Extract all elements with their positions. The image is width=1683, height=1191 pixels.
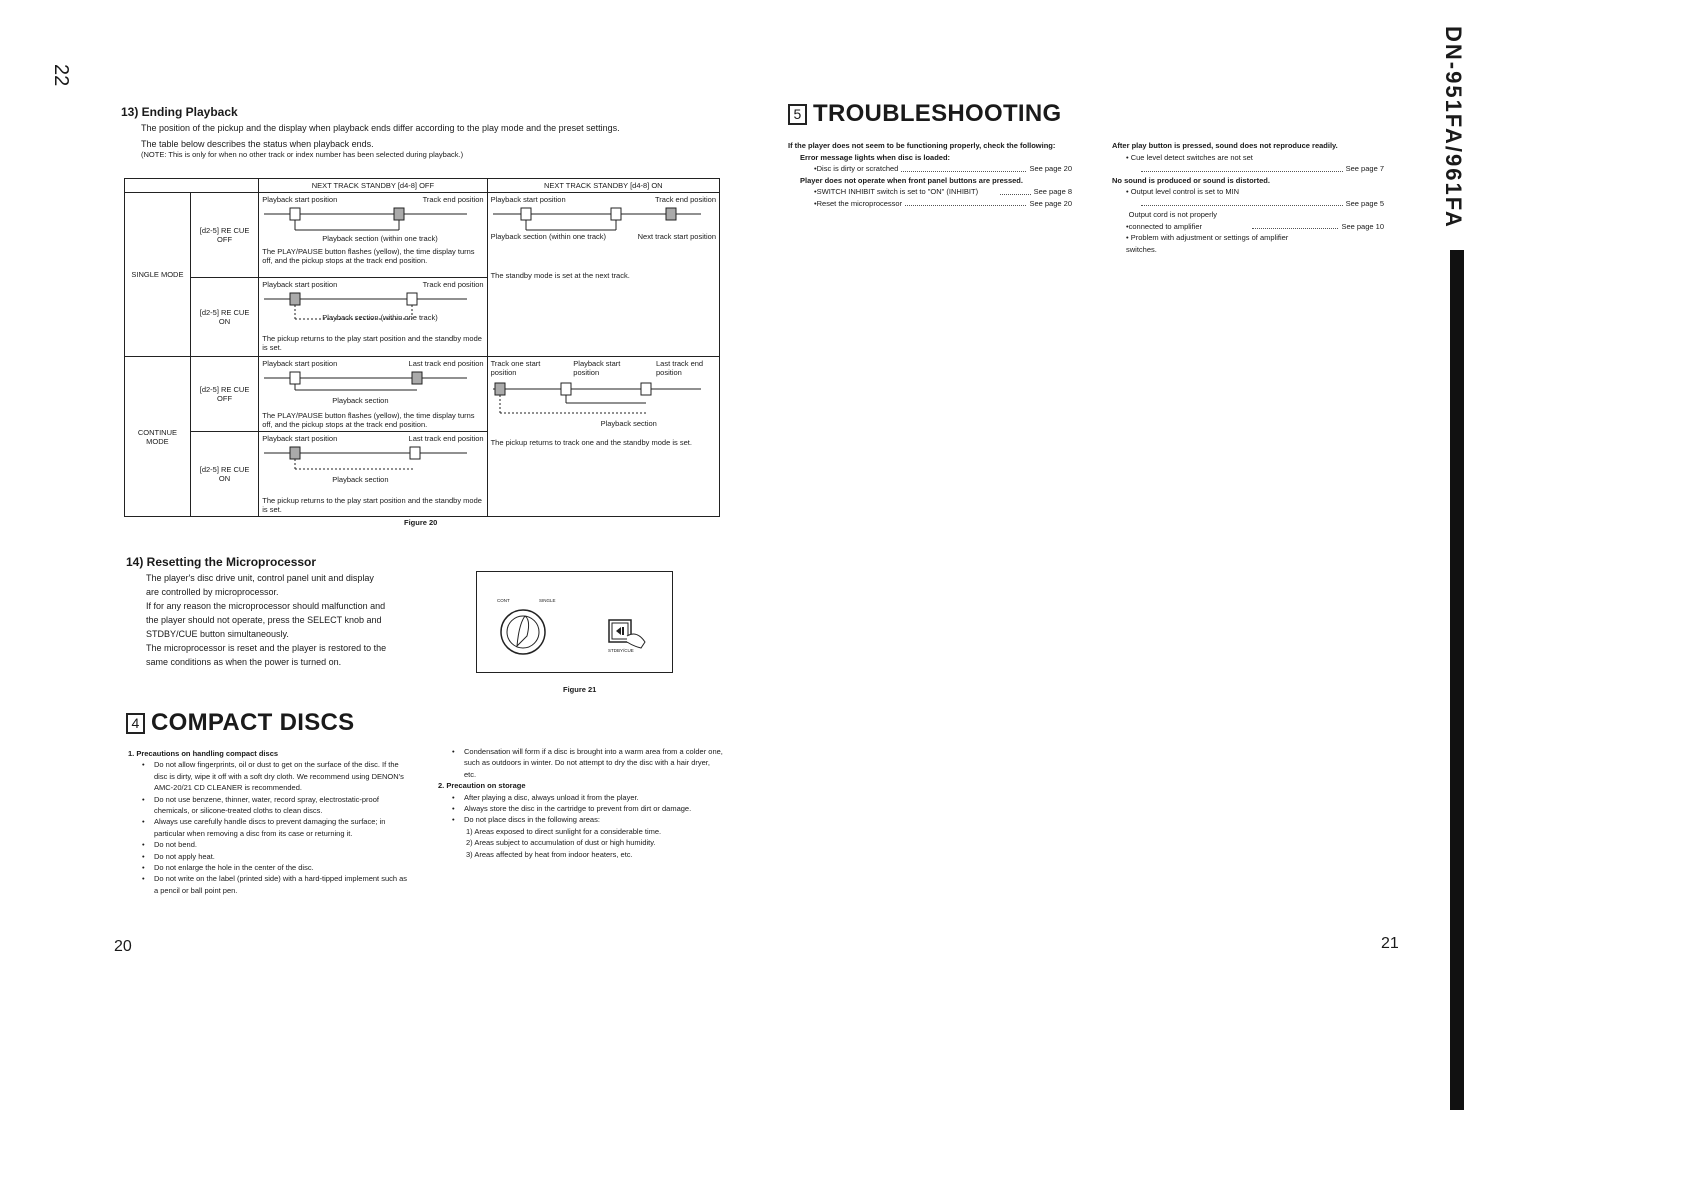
- ts-e3-item: • Cue level detect switches are not set: [1126, 152, 1253, 162]
- cd-storage-list: [452, 792, 723, 826]
- ending-playback-note: (NOTE: This is only for when no other track or index number has been selected during playback.): [141, 150, 464, 159]
- single-standby-on-cell: [487, 193, 719, 357]
- troubleshooting-title: TROUBLESHOOTING: [813, 100, 1062, 127]
- cd-condensation: • Condensation will form if a disc is brought into a warm area from a colder one, such as outdoors in winter. Do not attempt to dry the disc with a hair dryer, etc.: [452, 746, 723, 780]
- diagram-continue-off-off: [262, 368, 472, 394]
- ts-e2-item1: SWITCH INHIBIT switch is set to "ON" (INHIBIT): [816, 187, 979, 196]
- single-recue-off-cell: [259, 193, 487, 278]
- single-on-text: The standby mode is set at the next track.: [490, 271, 630, 280]
- list-item: 2) Areas subject to accumulation of dust or high humidity.: [466, 838, 656, 848]
- reset-line-4: the player should not operate, press the SELECT knob and: [146, 615, 382, 625]
- reset-line-3: If for any reason the microprocessor should malfunction and: [146, 601, 386, 611]
- ts-e1-row: • Disc is dirty or scratched See page 20: [814, 164, 1072, 173]
- list-item: • Do not apply heat.: [142, 851, 413, 862]
- diagram-continue-on: [491, 377, 706, 417]
- reset-body: [146, 571, 456, 669]
- troubleshooting-heading: [788, 100, 1062, 128]
- ts-e4-item3: • Problem with adjustment or settings of amplifier switches.: [1126, 233, 1289, 254]
- cd-areas-list: [466, 826, 723, 860]
- edge-bar: [1450, 250, 1464, 1110]
- troubleshooting-col1: [788, 140, 1072, 209]
- ts-player-not-operate: Player does not operate when front panel buttons are pressed.: [800, 175, 1023, 185]
- list-item: • Always use carefully handle discs to prevent damaging the surface; in particular when removing a disc from its case or returning it.: [142, 816, 413, 839]
- ts-e4-ref1: See page 5: [1345, 198, 1384, 208]
- single-mode-label: SINGLE MODE: [125, 193, 191, 357]
- list-item: • Do not write on the label (printed side) with a hard-tipped implement such as a pencil or ball point pen.: [142, 873, 413, 896]
- list-item: • Always store the disc in the cartridge to prevent from dirt or damage.: [452, 803, 723, 814]
- ts-e3-row: [1138, 163, 1384, 175]
- cd-precautions-title: 1. Precautions on handling compact discs: [128, 749, 279, 758]
- compact-discs-col1: [128, 748, 413, 896]
- cd-precautions-list: [142, 759, 413, 896]
- ts-intro: If the player does not seem to be functioning properly, check the following:: [788, 141, 1056, 150]
- continue-off-off-text: The PLAY/PAUSE button flashes (yellow), the time display turns off, and the pickup stops at the track end position.: [262, 411, 475, 429]
- ts-e4-item1: • Output level control is set to MIN: [1126, 187, 1240, 196]
- continue-on-text: The pickup returns to track one and the standby mode is set.: [490, 438, 692, 447]
- troubleshooting-col2: [1112, 140, 1384, 255]
- label-pb-start-6: Playback start position: [262, 434, 338, 443]
- label-pb-section-2: Playback section (within one track): [490, 232, 607, 241]
- label-pb-section-6: Playback section: [332, 475, 389, 484]
- label-track-end: Track end position: [422, 195, 484, 204]
- model-title-vertical: DN-951FA/961FA: [1441, 26, 1466, 229]
- continue-recue-on-cell: [259, 432, 487, 517]
- ts-e1-ref: See page 20: [1029, 164, 1072, 173]
- continue-recue-off-cell: [259, 357, 487, 432]
- list-item: 3) Areas affected by heat from indoor heaters, etc.: [466, 849, 633, 859]
- right-page-number: 21: [1381, 935, 1399, 952]
- list-item: • After playing a disc, always unload it from the player.: [452, 792, 723, 803]
- stdby-cue-label: STDBY/CUE: [608, 648, 634, 653]
- ts-no-reproduce: After play button is pressed, sound does not reproduce readily.: [1112, 141, 1338, 150]
- continue-recue-off-label: [d2-5] RE CUE OFF: [190, 357, 258, 432]
- reset-line-5: STDBY/CUE button simultaneously.: [146, 629, 289, 639]
- compact-discs-title: COMPACT DISCS: [151, 709, 355, 736]
- label-pb-section-3: Playback section (within one track): [322, 313, 438, 322]
- col-header-standby-on: NEXT TRACK STANDBY [d4-8] ON: [487, 179, 719, 193]
- label-pb-start-5: Playback start position: [573, 359, 621, 377]
- label-track-end-3: Track end position: [422, 280, 484, 289]
- knob-label-cont: CONT: [497, 598, 510, 603]
- figure-20-caption: Figure 20: [404, 518, 438, 527]
- ts-e4-item2: Output cord is not properly connected to amplifier: [1128, 210, 1218, 231]
- label-pb-section: Playback section (within one track): [322, 234, 438, 243]
- single-recue-on-cell: [259, 278, 487, 357]
- figure-20-table: [124, 178, 720, 517]
- ending-playback-heading: 13) Ending Playback: [121, 105, 238, 119]
- col-header-standby-off: NEXT TRACK STANDBY [d4-8] OFF: [259, 179, 487, 193]
- label-next-track-start: Next track start position: [637, 232, 716, 241]
- reset-heading: 14) Resetting the Microprocessor: [126, 555, 317, 569]
- continue-on-off-text: The pickup returns to the play start position and the standby mode is set.: [262, 496, 482, 514]
- reset-line-2: are controlled by microprocessor.: [146, 587, 279, 597]
- label-last-track-end: Last track end position: [408, 359, 484, 368]
- list-item: • Do not use benzene, thinner, water, record spray, electrostatic-proof chemicals, or silicone-treated cloths to clean discs.: [142, 794, 413, 817]
- list-item: • Do not place discs in the following areas:: [452, 814, 723, 825]
- diagram-continue-on-off: [262, 443, 472, 473]
- ts-e4-row1: [1138, 198, 1384, 210]
- compact-discs-heading: [126, 709, 354, 737]
- list-item: • Do not enlarge the hole in the center of the disc.: [142, 862, 413, 873]
- reset-section: [126, 555, 456, 669]
- label-pb-section-4: Playback section: [332, 396, 389, 405]
- label-pb-start-4: Playback start position: [262, 359, 338, 368]
- ending-playback-section: [121, 105, 721, 159]
- ts-e4-ref2: See page 10: [1341, 221, 1384, 231]
- label-pb-start-2: Playback start position: [490, 195, 566, 204]
- single-on-off-text: The pickup returns to the play start position and the standby mode is set.: [262, 334, 482, 352]
- ts-error-message: Error message lights when disc is loaded:: [800, 152, 951, 162]
- ts-e2-item2: Reset the microprocessor: [816, 198, 903, 208]
- continue-standby-on-cell: [487, 357, 719, 517]
- diagram-single-on: [491, 204, 706, 234]
- single-recue-off-label: [d2-5] RE CUE OFF: [190, 193, 258, 278]
- single-recue-on-label: [d2-5] RE CUE ON: [190, 278, 258, 357]
- label-track-one-start: Track one start position: [490, 359, 541, 377]
- cd-storage-title: 2. Precaution on storage: [438, 781, 526, 791]
- label-last-track-end-2: Last track end position: [408, 434, 484, 443]
- ending-playback-p2: The table below describes the status when playback ends.: [141, 139, 374, 149]
- ts-e2-ref1: See page 8: [1033, 187, 1072, 196]
- section-number-5: 5: [788, 104, 807, 125]
- ts-e3-ref: See page 7: [1345, 164, 1384, 173]
- reset-line-7: same conditions as when the power is turned on.: [146, 657, 342, 667]
- continue-mode-label: CONTINUE MODE: [125, 357, 191, 517]
- ts-e2-ref2: See page 20: [1029, 198, 1072, 208]
- rotated-page-number: 22: [50, 64, 72, 87]
- list-item: 1) Areas exposed to direct sunlight for a considerable time.: [466, 826, 662, 836]
- ts-e2-row1: • SWITCH INHIBIT switch is set to "ON" (INHIBIT) See page 8: [814, 187, 1072, 196]
- ts-no-sound: No sound is produced or sound is distorted.: [1112, 175, 1270, 185]
- ts-e2-row2: • Reset the microprocessor See page 20: [814, 198, 1072, 208]
- ts-e1-item: Disc is dirty or scratched: [816, 164, 899, 173]
- ending-playback-p1: The position of the pickup and the display when playback ends differ according to the play mode and the preset settings.: [141, 123, 620, 133]
- left-page-number: 20: [114, 938, 132, 955]
- label-pb-section-5: Playback section: [600, 419, 657, 428]
- compact-discs-col2: [438, 746, 723, 860]
- select-knob-icon: [497, 606, 552, 661]
- diagram-single-off-off: [262, 204, 472, 236]
- ts-e4-row2: • Output cord is not properly connected to amplifier See page 10: [1126, 210, 1384, 231]
- knob-label-single: SINGLE: [539, 598, 556, 603]
- figure-21-caption: Figure 21: [563, 685, 597, 694]
- reset-line-1: The player's disc drive unit, control panel unit and display: [146, 573, 374, 583]
- single-off-off-text: The PLAY/PAUSE button flashes (yellow), the time display turns off, and the pickup stops at the track end position.: [262, 247, 475, 265]
- continue-recue-on-label: [d2-5] RE CUE ON: [190, 432, 258, 517]
- list-item: • Do not allow fingerprints, oil or dust to get on the surface of the disc. If the disc is dirty, wipe it off with a soft dry cloth. We recommend using DENON's AMC-20/21 CD CLEANER is recommended.: [142, 759, 413, 793]
- list-item: • Do not bend.: [142, 839, 413, 850]
- section-number-4: 4: [126, 713, 145, 734]
- label-track-end-2: Track end position: [654, 195, 716, 204]
- figure-21: [476, 571, 673, 673]
- label-last-track: Last track end position: [655, 359, 704, 377]
- label-pb-start: Playback start position: [262, 195, 338, 204]
- label-pb-start-3: Playback start position: [262, 280, 338, 289]
- reset-line-6: The microprocessor is reset and the player is restored to the: [146, 643, 387, 653]
